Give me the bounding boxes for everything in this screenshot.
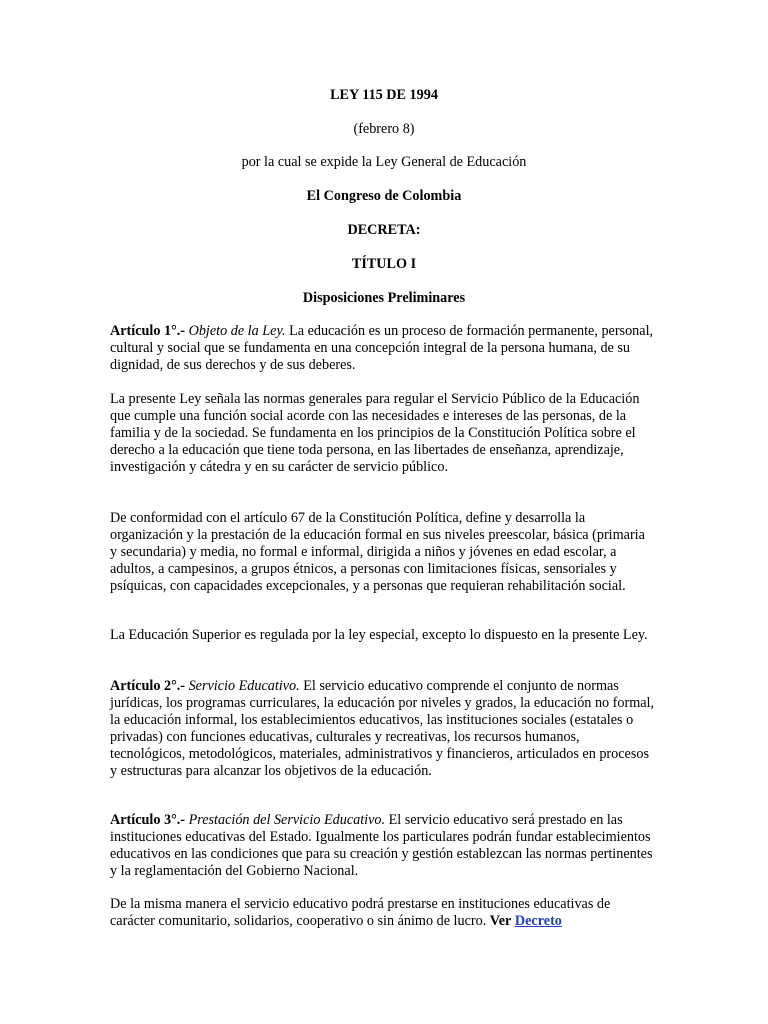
- see-label: Ver: [489, 913, 512, 929]
- paragraph-5-text: De la misma manera el servicio educativo podrá prestarse en instituciones educativas de carácter comunitario, solidarios, cooperativo o sin ánimo de lucro.: [110, 896, 611, 929]
- paragraph-4-text: La Educación Superior es regulada por la ley especial, excepto lo dispuesto en la presente Ley.: [110, 627, 648, 643]
- article-1: [110, 323, 655, 374]
- paragraph-3: [110, 510, 655, 595]
- law-date: (febrero 8): [353, 121, 415, 137]
- article-2-label: Artículo 2°.-: [110, 678, 186, 694]
- paragraph-2: [110, 391, 655, 476]
- article-3-label: Artículo 3°.-: [110, 812, 186, 828]
- article-2: [110, 678, 655, 780]
- law-title: LEY 115 DE 1994: [330, 87, 438, 103]
- article-1-label: Artículo 1°.-: [110, 323, 186, 339]
- article-3: [110, 812, 655, 880]
- paragraph-2-text: La presente Ley señala las normas generales para regular el Servicio Público de la Educación que cumple una función social acorde con las necesidades e intereses de las personas, de la familia y de la sociedad. Se fundamenta en los principios de la Constitución Política sobre el derecho a la educación que tiene toda persona, en las libertades de enseñanza, aprendizaje, investigación y cátedra y en su carácter de servicio público.: [110, 391, 640, 475]
- article-3-name: Prestación del Servicio Educativo.: [188, 812, 386, 828]
- paragraph-4: [110, 627, 655, 644]
- paragraph-3-text: De conformidad con el artículo 67 de la Constitución Política, define y desarrolla la organización y la prestación de la educación formal en sus niveles preescolar, básica (primaria y secundaria) y media, no formal e informal, dirigida a niños y jóvenes en edad escolar, a adultos, a campesinos, a grupos étnicos, a personas con limitaciones físicas, sensoriales y psíquicas, con capacidades excepcionales, y a personas que requieran rehabilitación social.: [110, 510, 645, 594]
- congress-heading: El Congreso de Colombia: [306, 188, 462, 204]
- article-2-text: El servicio educativo comprende el conjunto de normas jurídicas, los programas curriculares, la educación por niveles y grados, la educación no formal, la educación informal, los establecimientos educativos, las instituciones sociales (estatales o privadas) con funciones educativas, culturales y recreativas, los recursos humanos, tecnológicos, metodológicos, materiales, administrativos y financieros, articulados en procesos y estructuras para alcanzar los objetivos de la educación.: [110, 678, 655, 779]
- article-2-name: Servicio Educativo.: [188, 678, 300, 694]
- article-3-text: El servicio educativo será prestado en las instituciones educativas del Estado. Igualmente los particulares podrán fundar establecimientos educativos en las condiciones que para su creación y gestión establezcan las normas pertinentes y la reglamentación del Gobierno Nacional.: [110, 812, 653, 879]
- decree-heading: DECRETA:: [347, 222, 421, 238]
- law-subtitle: por la cual se expide la Ley General de Educación: [241, 154, 527, 170]
- paragraph-5: [110, 896, 655, 930]
- article-1-name: Objeto de la Ley.: [188, 323, 286, 339]
- section-heading: Disposiciones Preliminares: [302, 290, 466, 306]
- decreto-link[interactable]: Decreto: [514, 913, 562, 929]
- article-1-text: La educación es un proceso de formación permanente, personal, cultural y social que se fundamenta en una concepción integral de la persona humana, de su dignidad, de sus derechos y de sus deberes.: [110, 323, 654, 373]
- title-heading: TÍTULO I: [351, 256, 417, 272]
